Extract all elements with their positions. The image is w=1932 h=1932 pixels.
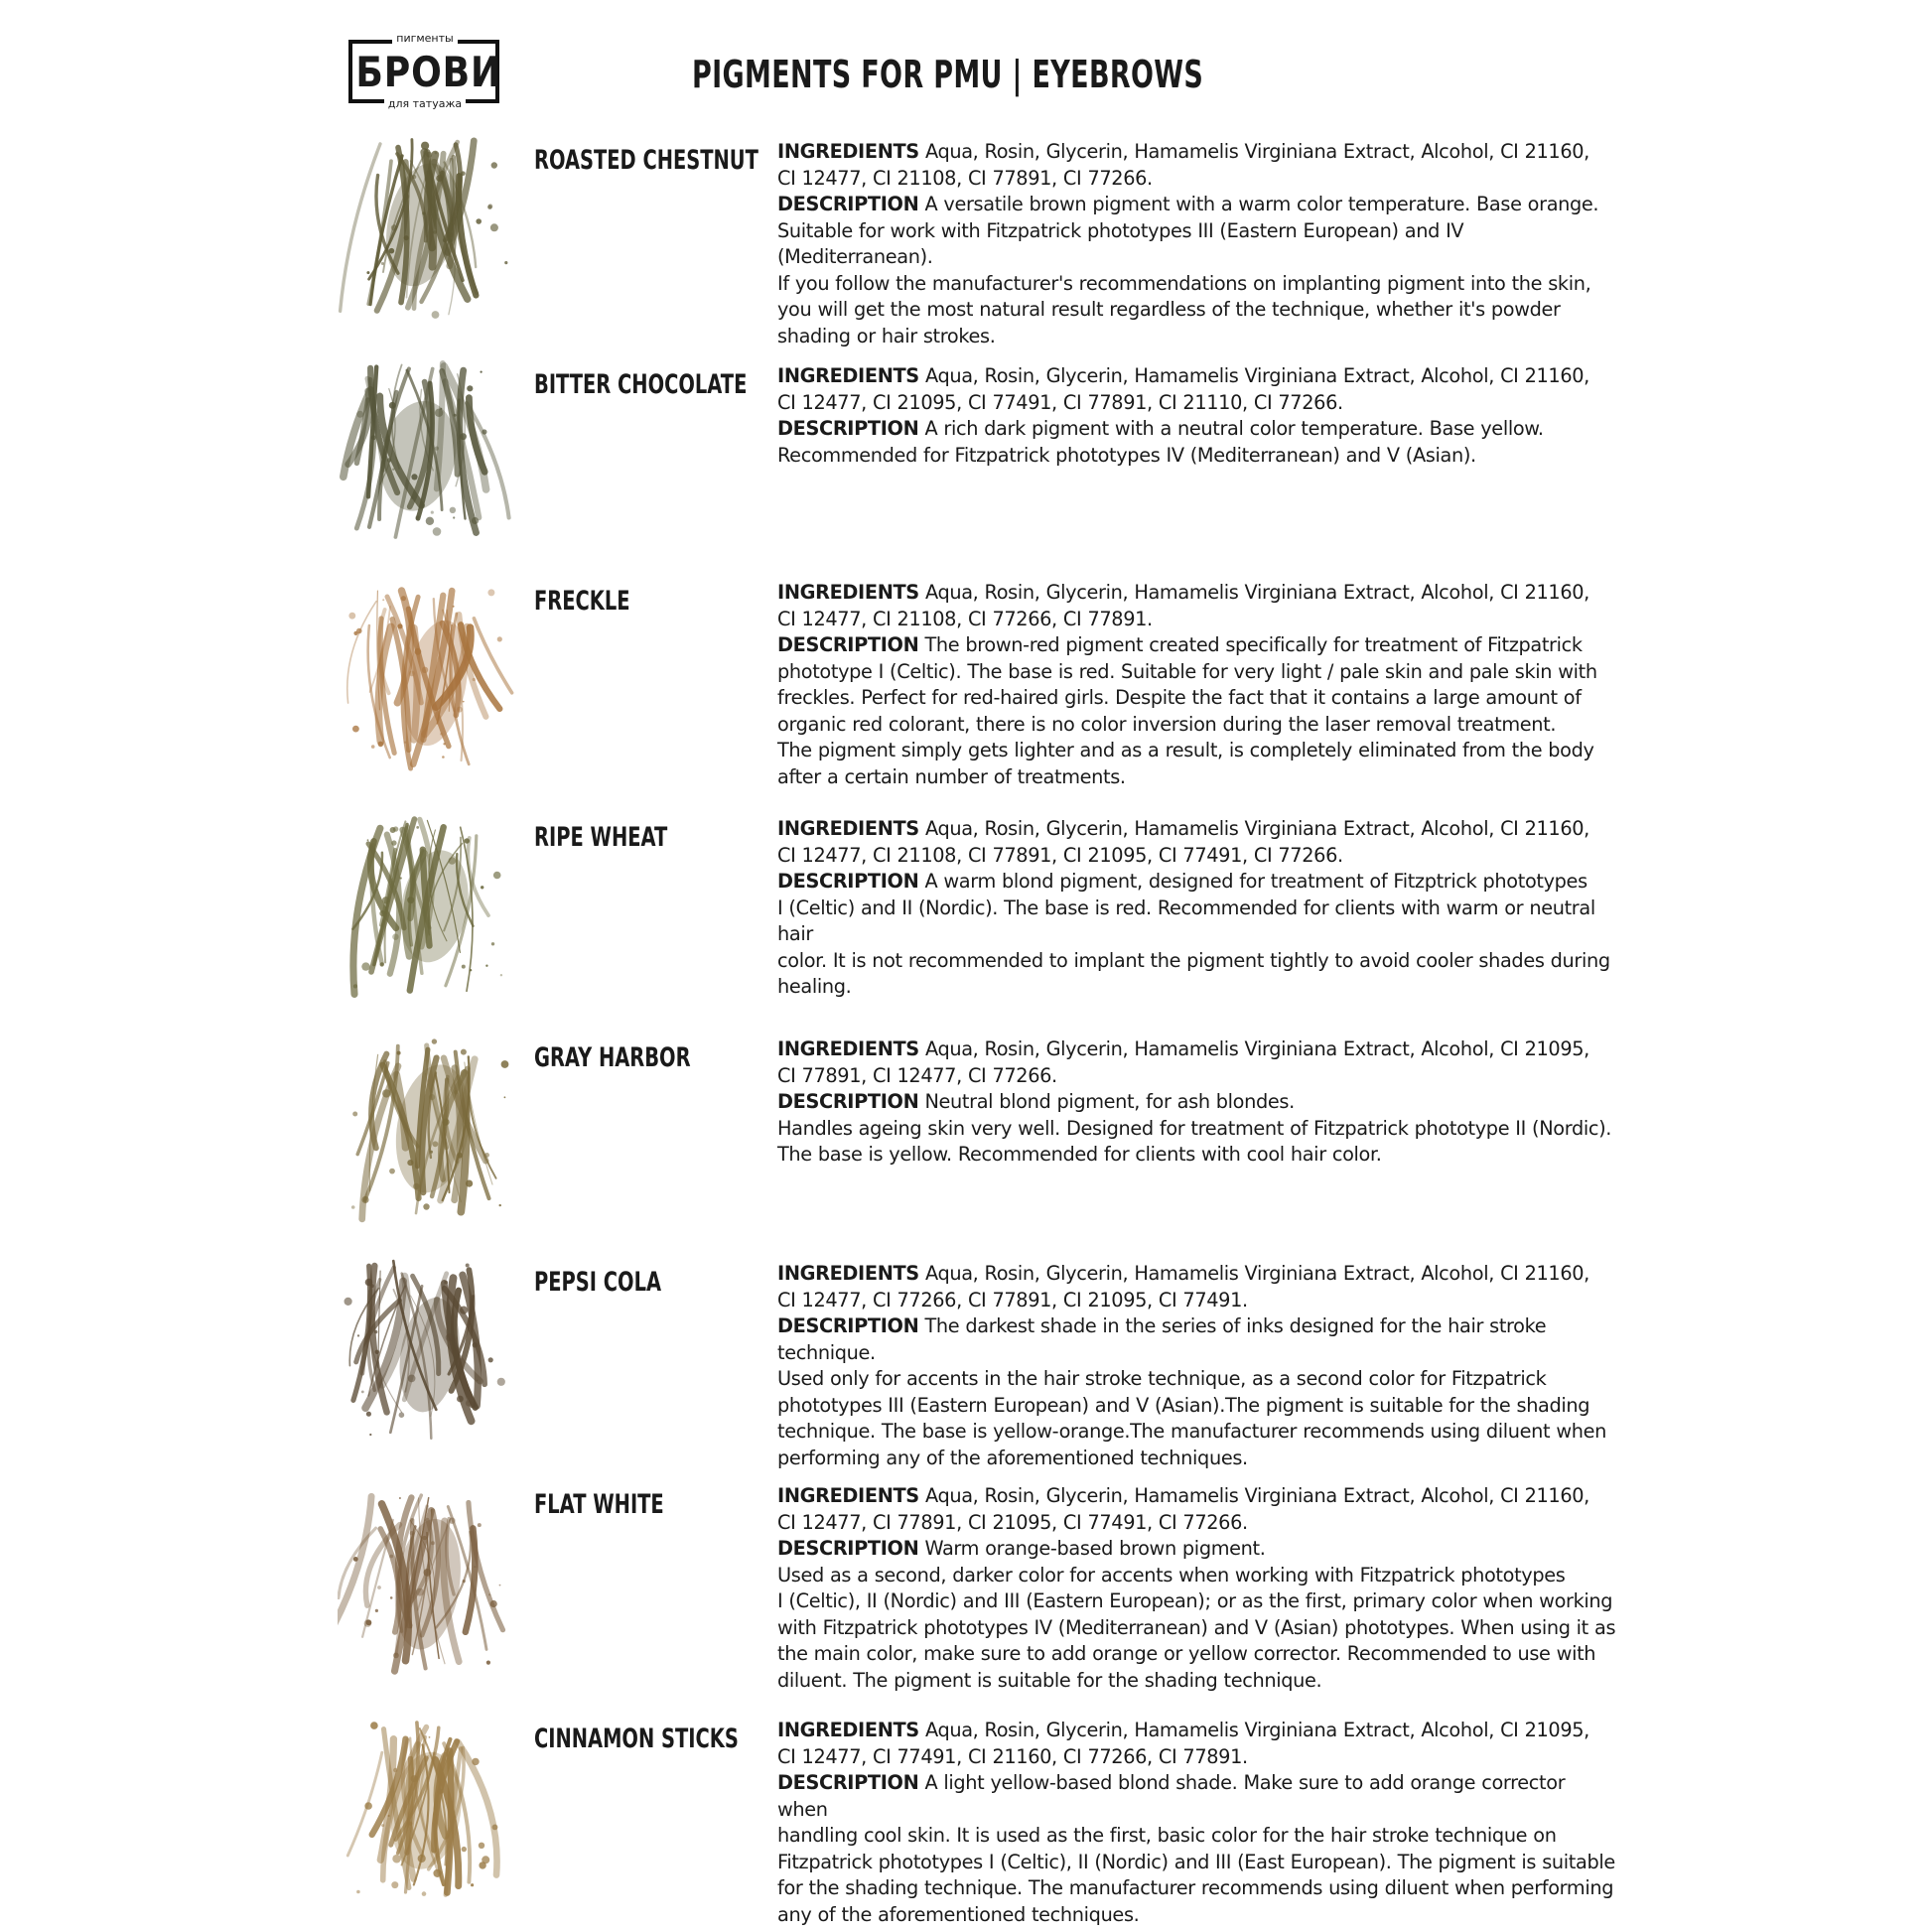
- description-line: Neutral blond pigment, for ash blondes.: [924, 1090, 1295, 1113]
- ingredients-line: Aqua, Rosin, Glycerin, Hamamelis Virginiana Extract, Alcohol, CI 21095,: [924, 1037, 1589, 1060]
- pigment-details: [777, 816, 1621, 1001]
- ingredients-line: Aqua, Rosin, Glycerin, Hamamelis Virginiana Extract, Alcohol, CI 21160,: [924, 1262, 1589, 1285]
- description-line: A rich dark pigment with a neutral color temperature. Base yellow.: [924, 417, 1544, 440]
- description-line: Fitzpatrick phototypes I (Celtic), II (Nordic) and III (East European). The pigment is suitable: [777, 1850, 1615, 1873]
- description-line: for the shading technique. The manufacturer recommends using diluent when performing: [777, 1876, 1614, 1899]
- description-line: The darkest shade in the series of inks designed for the hair stroke technique.: [777, 1314, 1553, 1364]
- ingredients-label: INGREDIENTS: [777, 1719, 919, 1741]
- ingredients-line: CI 12477, CI 21108, CI 77266, CI 77891.: [777, 607, 1153, 630]
- pigment-swatch: [338, 1032, 516, 1230]
- page-title: PIGMENTS FOR PMU | EYEBROWS: [692, 53, 1204, 96]
- description-line: Used only for accents in the hair stroke technique, as a second color for Fitzpatrick: [777, 1367, 1547, 1390]
- description-label: DESCRIPTION: [777, 1090, 919, 1113]
- description-line: freckles. Perfect for red-haired girls. Despite the fact that it contains a large amount of: [777, 686, 1582, 709]
- pigment-swatch: [338, 580, 516, 778]
- pigment-details: [777, 363, 1621, 469]
- description-line: The brown-red pigment created specifically for treatment of Fitzpatrick: [924, 633, 1583, 656]
- pigment-details: [777, 139, 1621, 349]
- description-label: DESCRIPTION: [777, 417, 919, 440]
- pigment-name: RIPE WHEAT: [534, 822, 668, 853]
- pigment-swatch: [338, 353, 516, 552]
- brand-logo: [345, 32, 505, 113]
- description-line: any of the aforementioned techniques.: [777, 1902, 1140, 1926]
- ingredients-line: CI 12477, CI 21095, CI 77491, CI 77891, CI 21110, CI 77266.: [777, 390, 1343, 414]
- brush-strokes: [345, 1261, 505, 1439]
- ingredients-label: INGREDIENTS: [777, 817, 919, 840]
- logo-main-text: БРОВИ: [355, 48, 502, 96]
- description-label: DESCRIPTION: [777, 870, 919, 893]
- brush-strokes: [338, 1495, 503, 1671]
- description-line: Handles ageing skin very well. Designed for treatment of Fitzpatrick phototype II (Nordic).: [777, 1116, 1612, 1140]
- description-line: the main color, make sure to add orange or yellow corrector. Recommended to use with: [777, 1642, 1596, 1665]
- pigment-name: BITTER CHOCOLATE: [534, 369, 748, 400]
- pigment-name: FLAT WHITE: [534, 1489, 664, 1520]
- description-line: A light yellow-based blond shade. Make sure to add orange corrector when: [777, 1771, 1572, 1821]
- pigment-details: [777, 1483, 1621, 1694]
- ingredients-line: CI 12477, CI 21108, CI 77891, CI 21095, CI 77491, CI 77266.: [777, 843, 1343, 867]
- description-line: A versatile brown pigment with a warm color temperature. Base orange.: [924, 193, 1599, 215]
- ingredients-line: CI 12477, CI 77491, CI 21160, CI 77266, CI 77891.: [777, 1744, 1248, 1768]
- pigment-name: ROASTED CHESTNUT: [534, 145, 759, 176]
- description-line: performing any of the aforementioned techniques.: [777, 1446, 1248, 1469]
- description-line: shading or hair strokes.: [777, 324, 996, 347]
- description-line: The pigment simply gets lighter and as a result, is completely eliminated from the body: [777, 739, 1594, 761]
- ingredients-line: CI 12477, CI 77891, CI 21095, CI 77491, CI 77266.: [777, 1510, 1248, 1534]
- description-line: Warm orange-based brown pigment.: [924, 1537, 1266, 1560]
- description-line: phototype I (Celtic). The base is red. Suitable for very light / pale skin and pale skin with: [777, 659, 1597, 683]
- description-line: I (Celtic) and II (Nordic). The base is red. Recommended for clients with warm or neutral hair: [777, 896, 1601, 945]
- brush-strokes: [351, 1038, 509, 1219]
- ingredients-line: CI 77891, CI 12477, CI 77266.: [777, 1063, 1057, 1087]
- description-line: color. It is not recommended to implant the pigment tightly to avoid cooler shades during: [777, 948, 1610, 972]
- ingredients-line: CI 12477, CI 21108, CI 77891, CI 77266.: [777, 166, 1153, 190]
- brush-strokes: [347, 1722, 497, 1896]
- description-label: DESCRIPTION: [777, 1771, 919, 1794]
- brush-strokes: [344, 363, 509, 537]
- description-line: Used as a second, darker color for accents when working with Fitzpatrick phototypes: [777, 1563, 1566, 1587]
- ingredients-line: Aqua, Rosin, Glycerin, Hamamelis Virginiana Extract, Alcohol, CI 21095,: [924, 1719, 1589, 1741]
- description-line: organic red colorant, there is no color inversion during the laser removal treatment.: [777, 712, 1557, 736]
- pigment-name: CINNAMON STICKS: [534, 1724, 739, 1754]
- pigment-details: [777, 1036, 1621, 1169]
- ingredients-label: INGREDIENTS: [777, 1262, 919, 1285]
- pigment-details: [777, 1718, 1621, 1928]
- description-line: with Fitzpatrick phototypes IV (Mediterranean) and V (Asian) phototypes. When using it as: [777, 1615, 1616, 1639]
- description-label: DESCRIPTION: [777, 1537, 919, 1560]
- pigment-swatch: [338, 1483, 516, 1682]
- pigment-swatch: [338, 1251, 516, 1449]
- pigment-details: [777, 580, 1621, 790]
- description-line: healing.: [777, 975, 852, 998]
- description-line: technique. The base is yellow-orange.The manufacturer recommends using diluent when: [777, 1420, 1607, 1443]
- description-line: Recommended for Fitzpatrick phototypes IV (Mediterranean) and V (Asian).: [777, 443, 1476, 467]
- logo-top-text: пигменты: [392, 32, 457, 45]
- description-line: phototypes III (Eastern European) and V (Asian).The pigment is suitable for the shading: [777, 1393, 1590, 1417]
- logo-bottom-text: для татуажа: [384, 97, 466, 110]
- pigment-swatch: [338, 129, 516, 328]
- ingredients-label: INGREDIENTS: [777, 364, 919, 387]
- ingredients-line: Aqua, Rosin, Glycerin, Hamamelis Virginiana Extract, Alcohol, CI 21160,: [924, 1484, 1589, 1507]
- description-line: Suitable for work with Fitzpatrick phototypes III (Eastern European) and IV (Mediterranean).: [777, 218, 1470, 268]
- pigment-swatch: [338, 1713, 516, 1911]
- ingredients-label: INGREDIENTS: [777, 1037, 919, 1060]
- pigment-name: FRECKLE: [534, 586, 630, 617]
- pigment-name: GRAY HARBOR: [534, 1042, 691, 1073]
- description-line: you will get the most natural result regardless of the technique, whether it's powder: [777, 298, 1561, 321]
- description-line: The base is yellow. Recommended for clients with cool hair color.: [777, 1143, 1382, 1166]
- description-label: DESCRIPTION: [777, 633, 919, 656]
- description-line: I (Celtic), II (Nordic) and III (Eastern European); or as the first, primary color when working: [777, 1589, 1613, 1612]
- pigment-swatch: [338, 806, 516, 1005]
- brush-strokes: [352, 819, 502, 994]
- ingredients-line: CI 12477, CI 77266, CI 77891, CI 21095, CI 77491.: [777, 1288, 1248, 1311]
- ingredients-label: INGREDIENTS: [777, 581, 919, 604]
- description-line: A warm blond pigment, designed for treatment of Fitzptrick phototypes: [924, 870, 1587, 893]
- description-label: DESCRIPTION: [777, 1314, 919, 1337]
- description-line: If you follow the manufacturer's recommendations on implanting pigment into the skin,: [777, 271, 1591, 295]
- brush-strokes: [347, 589, 512, 768]
- description-label: DESCRIPTION: [777, 193, 919, 215]
- brush-strokes: [341, 140, 508, 319]
- ingredients-label: INGREDIENTS: [777, 140, 919, 163]
- ingredients-line: Aqua, Rosin, Glycerin, Hamamelis Virginiana Extract, Alcohol, CI 21160,: [924, 817, 1589, 840]
- pigment-details: [777, 1261, 1621, 1471]
- description-line: diluent. The pigment is suitable for the shading technique.: [777, 1668, 1322, 1692]
- ingredients-line: Aqua, Rosin, Glycerin, Hamamelis Virginiana Extract, Alcohol, CI 21160,: [924, 364, 1589, 387]
- description-line: handling cool skin. It is used as the first, basic color for the hair stroke technique on: [777, 1824, 1557, 1847]
- ingredients-label: INGREDIENTS: [777, 1484, 919, 1507]
- ingredients-line: Aqua, Rosin, Glycerin, Hamamelis Virginiana Extract, Alcohol, CI 21160,: [924, 581, 1589, 604]
- pigment-name: PEPSI COLA: [534, 1267, 662, 1298]
- ingredients-line: Aqua, Rosin, Glycerin, Hamamelis Virginiana Extract, Alcohol, CI 21160,: [924, 140, 1589, 163]
- description-line: after a certain number of treatments.: [777, 764, 1126, 788]
